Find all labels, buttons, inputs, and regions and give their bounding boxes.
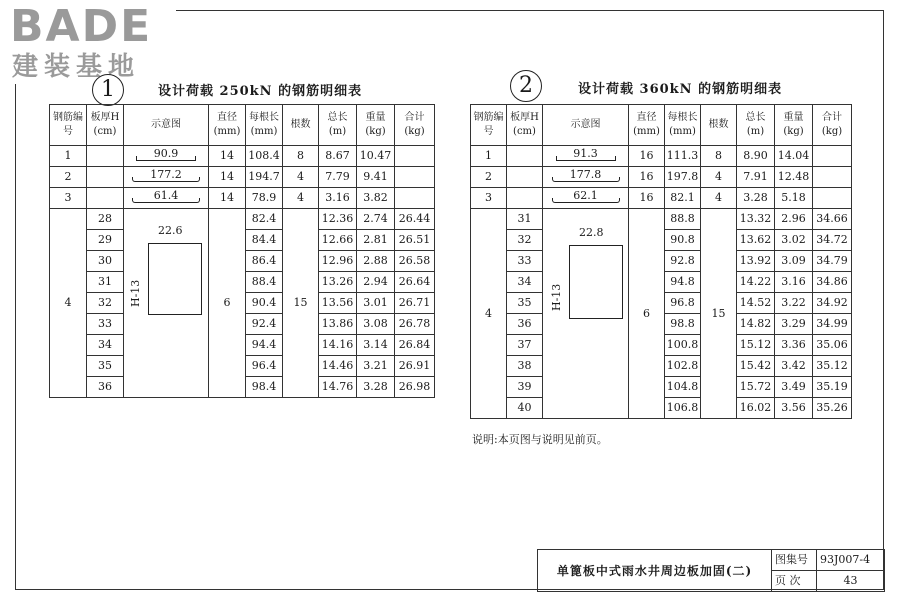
length-cell: 98.8 (665, 314, 701, 335)
shape-cell (124, 146, 209, 167)
total-cell: 14.82 (737, 314, 775, 335)
title-block (537, 549, 885, 592)
total-cell: 7.91 (737, 167, 775, 188)
total-cell: 8.67 (319, 146, 357, 167)
weight-cell: 10.47 (357, 146, 395, 167)
weight-cell: 14.04 (775, 146, 813, 167)
length-cell: 104.8 (665, 377, 701, 398)
drawing-title: 单篦板中式雨水井周边板加固(二) (538, 550, 772, 592)
thickness-cell (507, 188, 543, 209)
total-cell: 13.62 (737, 230, 775, 251)
total-cell: 15.12 (737, 335, 775, 356)
header-cell: 示意图 (543, 105, 629, 146)
sum-cell: 26.64 (395, 272, 435, 293)
length-cell: 96.4 (246, 356, 283, 377)
thickness-cell: 35 (507, 293, 543, 314)
header-cell: 钢筋编号 (471, 105, 507, 146)
length-cell: 94.8 (665, 272, 701, 293)
length-cell: 90.8 (665, 230, 701, 251)
table-row (471, 209, 852, 230)
rebar-no-cell: 1 (471, 146, 507, 167)
header-cell: 直径 (mm) (209, 105, 246, 146)
rebar-shape-short-hooked (130, 191, 202, 205)
total-cell: 14.16 (319, 335, 357, 356)
thickness-cell (87, 188, 124, 209)
length-cell: 78.9 (246, 188, 283, 209)
total-cell: 15.42 (737, 356, 775, 377)
sum-cell: 26.44 (395, 209, 435, 230)
length-cell: 88.4 (246, 272, 283, 293)
header-cell: 板厚H (cm) (507, 105, 543, 146)
stirrup-outline (148, 243, 202, 315)
table-1-number-circle: 1 (92, 74, 124, 106)
shape-dimension: 177.8 (569, 168, 602, 181)
table-2-title: 设计荷载 360kN 的钢筋明细表 (578, 82, 783, 97)
diameter-cell: 16 (629, 188, 665, 209)
shape-dimension: 62.1 (573, 189, 598, 202)
table-row (471, 167, 852, 188)
header-cell: 板厚H (cm) (87, 105, 124, 146)
weight-cell: 3.08 (357, 314, 395, 335)
length-cell: 111.3 (665, 146, 701, 167)
sum-cell: 34.72 (813, 230, 852, 251)
weight-cell: 3.22 (775, 293, 813, 314)
rebar-no-cell: 3 (50, 188, 87, 209)
rebar-line (136, 156, 196, 161)
sum-cell: 26.78 (395, 314, 435, 335)
stirrup-sketch-cell (543, 209, 629, 419)
total-cell: 13.92 (737, 251, 775, 272)
sum-cell (395, 188, 435, 209)
weight-cell: 3.14 (357, 335, 395, 356)
rebar-no-cell: 4 (50, 209, 87, 398)
thickness-cell (87, 167, 124, 188)
thickness-cell: 40 (507, 398, 543, 419)
weight-cell: 3.56 (775, 398, 813, 419)
total-cell: 13.26 (319, 272, 357, 293)
count-cell: 4 (701, 167, 737, 188)
page-number: 43 (817, 571, 885, 592)
total-cell: 14.46 (319, 356, 357, 377)
length-cell: 92.4 (246, 314, 283, 335)
header-cell: 合计 (kg) (395, 105, 435, 146)
rebar-line (552, 198, 620, 203)
rebar-line (552, 177, 620, 182)
weight-cell: 2.94 (357, 272, 395, 293)
total-cell: 15.72 (737, 377, 775, 398)
length-cell: 100.8 (665, 335, 701, 356)
thickness-cell: 33 (87, 314, 124, 335)
rebar-table-1 (49, 104, 435, 398)
weight-cell: 3.01 (357, 293, 395, 314)
logo-chinese-text: 建装基地 (12, 52, 141, 82)
header-cell: 总长 (m) (319, 105, 357, 146)
total-cell: 8.90 (737, 146, 775, 167)
length-cell: 88.8 (665, 209, 701, 230)
header-cell: 根数 (701, 105, 737, 146)
rebar-line (556, 156, 616, 161)
length-cell: 94.4 (246, 335, 283, 356)
total-cell: 13.32 (737, 209, 775, 230)
table-header-row (471, 105, 852, 146)
stirrup-sketch-cell (124, 209, 209, 398)
rebar-shape-end-hooks (130, 170, 202, 184)
table-row (50, 146, 435, 167)
sum-cell: 35.12 (813, 356, 852, 377)
shape-dimension: 177.2 (150, 168, 182, 181)
total-cell: 14.52 (737, 293, 775, 314)
header-cell: 直径 (mm) (629, 105, 665, 146)
sum-cell (395, 167, 435, 188)
diameter-cell: 16 (629, 167, 665, 188)
diameter-cell: 6 (629, 209, 665, 419)
sum-cell: 35.06 (813, 335, 852, 356)
count-cell: 15 (283, 209, 319, 398)
sum-cell: 26.91 (395, 356, 435, 377)
rebar-line (132, 177, 200, 182)
weight-cell: 3.29 (775, 314, 813, 335)
thickness-cell: 37 (507, 335, 543, 356)
shape-cell (543, 146, 629, 167)
count-cell: 8 (701, 146, 737, 167)
stirrup-outline (569, 245, 623, 319)
thickness-cell: 39 (507, 377, 543, 398)
table-row (50, 209, 435, 230)
sum-cell: 35.19 (813, 377, 852, 398)
weight-cell: 3.09 (775, 251, 813, 272)
total-cell: 13.56 (319, 293, 357, 314)
diameter-cell: 14 (209, 188, 246, 209)
thickness-cell (507, 167, 543, 188)
sum-cell (395, 146, 435, 167)
sum-cell: 34.66 (813, 209, 852, 230)
length-cell: 197.8 (665, 167, 701, 188)
shape-cell (543, 167, 629, 188)
sum-cell: 26.51 (395, 230, 435, 251)
stirrup-sketch (549, 226, 625, 341)
total-cell: 12.66 (319, 230, 357, 251)
length-cell: 92.8 (665, 251, 701, 272)
rebar-no-cell: 2 (50, 167, 87, 188)
length-cell: 90.4 (246, 293, 283, 314)
count-cell: 8 (283, 146, 319, 167)
atlas-label: 图集号 (772, 550, 817, 571)
weight-cell: 3.82 (357, 188, 395, 209)
header-cell: 重量 (kg) (775, 105, 813, 146)
table-row (50, 188, 435, 209)
count-cell: 4 (283, 167, 319, 188)
count-cell: 4 (701, 188, 737, 209)
sum-cell: 34.79 (813, 251, 852, 272)
weight-cell: 2.88 (357, 251, 395, 272)
weight-cell: 5.18 (775, 188, 813, 209)
weight-cell: 3.49 (775, 377, 813, 398)
diameter-cell: 14 (209, 167, 246, 188)
header-cell: 示意图 (124, 105, 209, 146)
thickness-cell (507, 146, 543, 167)
shape-dimension: 90.9 (153, 147, 179, 160)
sum-cell: 26.71 (395, 293, 435, 314)
sum-cell: 26.84 (395, 335, 435, 356)
header-cell: 重量 (kg) (357, 105, 395, 146)
rebar-no-cell: 2 (471, 167, 507, 188)
rebar-shape-straight-hooked (550, 149, 622, 163)
page-label: 页 次 (772, 571, 817, 592)
length-cell: 86.4 (246, 251, 283, 272)
weight-cell: 3.36 (775, 335, 813, 356)
total-cell: 3.16 (319, 188, 357, 209)
weight-cell: 3.21 (357, 356, 395, 377)
length-cell: 82.4 (246, 209, 283, 230)
header-cell: 根数 (283, 105, 319, 146)
weight-cell: 2.96 (775, 209, 813, 230)
atlas-number: 93J007-4 (817, 550, 885, 571)
rebar-no-cell: 3 (471, 188, 507, 209)
header-cell: 钢筋编号 (50, 105, 87, 146)
sketch-height-label: H-13 (129, 279, 142, 307)
sum-cell (813, 167, 852, 188)
sketch-width-label: 22.8 (579, 226, 604, 239)
weight-cell: 12.48 (775, 167, 813, 188)
thickness-cell: 32 (87, 293, 124, 314)
weight-cell: 3.42 (775, 356, 813, 377)
sum-cell: 34.99 (813, 314, 852, 335)
header-cell: 总长 (m) (737, 105, 775, 146)
total-cell: 3.28 (737, 188, 775, 209)
stirrup-sketch (129, 224, 205, 337)
thickness-cell: 35 (87, 356, 124, 377)
length-cell: 96.8 (665, 293, 701, 314)
table-row (50, 167, 435, 188)
header-cell: 每根长 (mm) (665, 105, 701, 146)
length-cell: 98.4 (246, 377, 283, 398)
total-cell: 12.36 (319, 209, 357, 230)
weight-cell: 3.28 (357, 377, 395, 398)
header-cell: 合计 (kg) (813, 105, 852, 146)
thickness-cell: 34 (507, 272, 543, 293)
diameter-cell: 14 (209, 146, 246, 167)
weight-cell: 2.81 (357, 230, 395, 251)
sketch-width-label: 22.6 (158, 224, 183, 237)
weight-cell: 3.02 (775, 230, 813, 251)
thickness-cell: 30 (87, 251, 124, 272)
rebar-shape-straight-hooked (130, 149, 202, 163)
table-header-row (50, 105, 435, 146)
diameter-cell: 16 (629, 146, 665, 167)
length-cell: 194.7 (246, 167, 283, 188)
table-row (471, 188, 852, 209)
length-cell: 102.8 (665, 356, 701, 377)
sum-cell: 35.26 (813, 398, 852, 419)
total-cell: 16.02 (737, 398, 775, 419)
total-cell: 13.86 (319, 314, 357, 335)
table-row (471, 146, 852, 167)
rebar-shape-short-hooked (550, 191, 622, 205)
thickness-cell: 31 (87, 272, 124, 293)
diameter-cell: 6 (209, 209, 246, 398)
weight-cell: 3.16 (775, 272, 813, 293)
thickness-cell: 34 (87, 335, 124, 356)
thickness-cell (87, 146, 124, 167)
length-cell: 84.4 (246, 230, 283, 251)
shape-cell (543, 188, 629, 209)
shape-cell (124, 188, 209, 209)
sum-cell: 26.98 (395, 377, 435, 398)
total-cell: 14.76 (319, 377, 357, 398)
sum-cell: 34.92 (813, 293, 852, 314)
rebar-table-2 (470, 104, 852, 419)
rebar-shape-end-hooks (550, 170, 622, 184)
sketch-height-label: H-13 (550, 283, 563, 311)
weight-cell: 2.74 (357, 209, 395, 230)
header-cell: 每根长 (mm) (246, 105, 283, 146)
total-cell: 7.79 (319, 167, 357, 188)
sum-cell (813, 146, 852, 167)
thickness-cell: 29 (87, 230, 124, 251)
thickness-cell: 28 (87, 209, 124, 230)
weight-cell: 9.41 (357, 167, 395, 188)
logo-latin-text: BADE (10, 1, 153, 52)
shape-dimension: 91.3 (573, 147, 598, 160)
table-2-number-circle: 2 (510, 70, 542, 102)
logo (6, 1, 176, 84)
thickness-cell: 32 (507, 230, 543, 251)
sum-cell (813, 188, 852, 209)
count-cell: 4 (283, 188, 319, 209)
thickness-cell: 36 (507, 314, 543, 335)
length-cell: 108.4 (246, 146, 283, 167)
length-cell: 106.8 (665, 398, 701, 419)
sum-cell: 26.58 (395, 251, 435, 272)
thickness-cell: 33 (507, 251, 543, 272)
thickness-cell: 38 (507, 356, 543, 377)
shape-dimension: 61.4 (153, 189, 179, 202)
length-cell: 82.1 (665, 188, 701, 209)
total-cell: 12.96 (319, 251, 357, 272)
thickness-cell: 36 (87, 377, 124, 398)
total-cell: 14.22 (737, 272, 775, 293)
rebar-line (132, 198, 200, 203)
count-cell: 15 (701, 209, 737, 419)
rebar-no-cell: 4 (471, 209, 507, 419)
thickness-cell: 31 (507, 209, 543, 230)
note-text: 说明:本页图与说明见前页。 (472, 433, 608, 446)
sum-cell: 34.86 (813, 272, 852, 293)
shape-cell (124, 167, 209, 188)
table-1-title: 设计荷载 250kN 的钢筋明细表 (158, 84, 363, 99)
rebar-no-cell: 1 (50, 146, 87, 167)
